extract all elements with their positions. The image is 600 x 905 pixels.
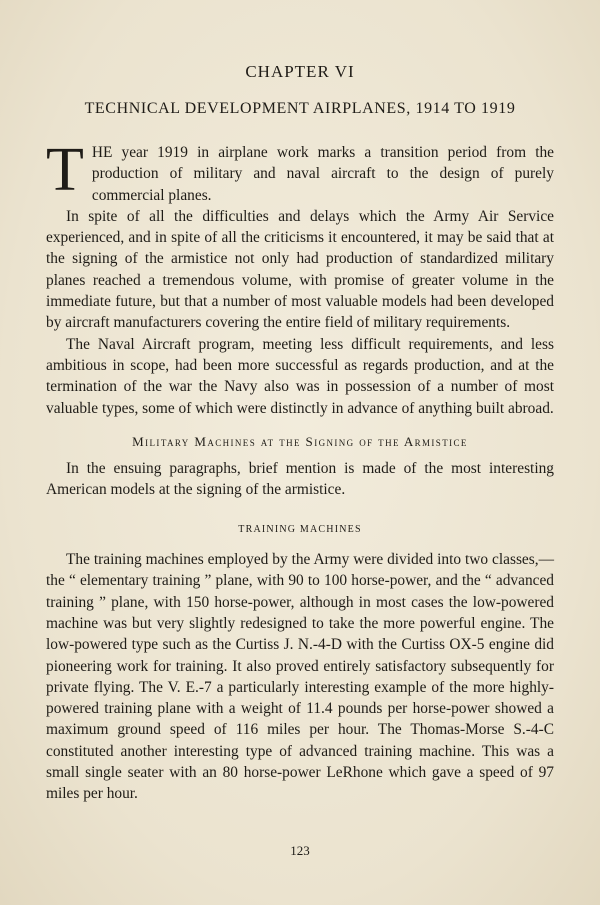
paragraph-2: In spite of all the difficulties and delays which the Army Air Service experienced, and in spite of all the criticisms it encountered, it may be said that at the signing of the armistice not only had production of standardized military planes reached a tremendous volume, with promise of greater volume in the immediate future, but that a number of most valuable models had been developed by aircraft manufacturers covering the entire field of military requirements. [46, 207, 554, 332]
page-number: 123 [290, 843, 310, 858]
chapter-title: TECHNICAL DEVELOPMENT AIRPLANES, 1914 TO 1919 [84, 100, 516, 117]
chapter-number: CHAPTER VI [245, 62, 355, 81]
paragraph-3: The Naval Aircraft program, meeting less difficult requirements, and less ambitious in scope, had been more successful as regards production, and at the termination of the war the Navy also was in possession of a number of most valuable types, some of which were distinctly in advance of anything built abroad. [46, 335, 554, 417]
section-heading: Military Machines at the Signing of the Armistice [132, 433, 468, 449]
paragraph-5: The training machines employed by the Army were divided into two classes,— the “ elementary training ” plane, with 90 to 100 horse-power, and the “ advanced training ” plane, with 150 horse-power, although in most cases the low-powered machine was but very slightly redesigned to take the more powerful engine. The low-powered type such as the Curtiss J. N.-4-D with the Curtiss OX-5 engine did pioneering work for training. It also proved entirely satisfactory subsequently for private flying. The V. E.-7 a particularly interesting example of the more highly-powered training plane with a weight of 11.4 pounds per horse-power showed a maximum ground speed of 116 miles per hour. The Thomas-Morse S.-4-C constituted another interesting type of advanced training machine. This was a small single seater with an 80 horse-power LeRhone which gave a speed of 97 miles per hour. [46, 551, 554, 803]
subsection-heading: TRAINING MACHINES [238, 523, 362, 535]
paragraph-4: In the ensuing paragraphs, brief mention is made of the most interesting American models at the signing of the armistice. [46, 460, 554, 499]
paragraph-1 [46, 136, 554, 206]
paragraph-1-text: HE year 1919 in airplane work marks a transition period from the production of military and naval aircraft to the design of purely commercial planes. [91, 144, 554, 204]
drop-cap: T [46, 136, 84, 204]
body-text [46, 136, 554, 805]
